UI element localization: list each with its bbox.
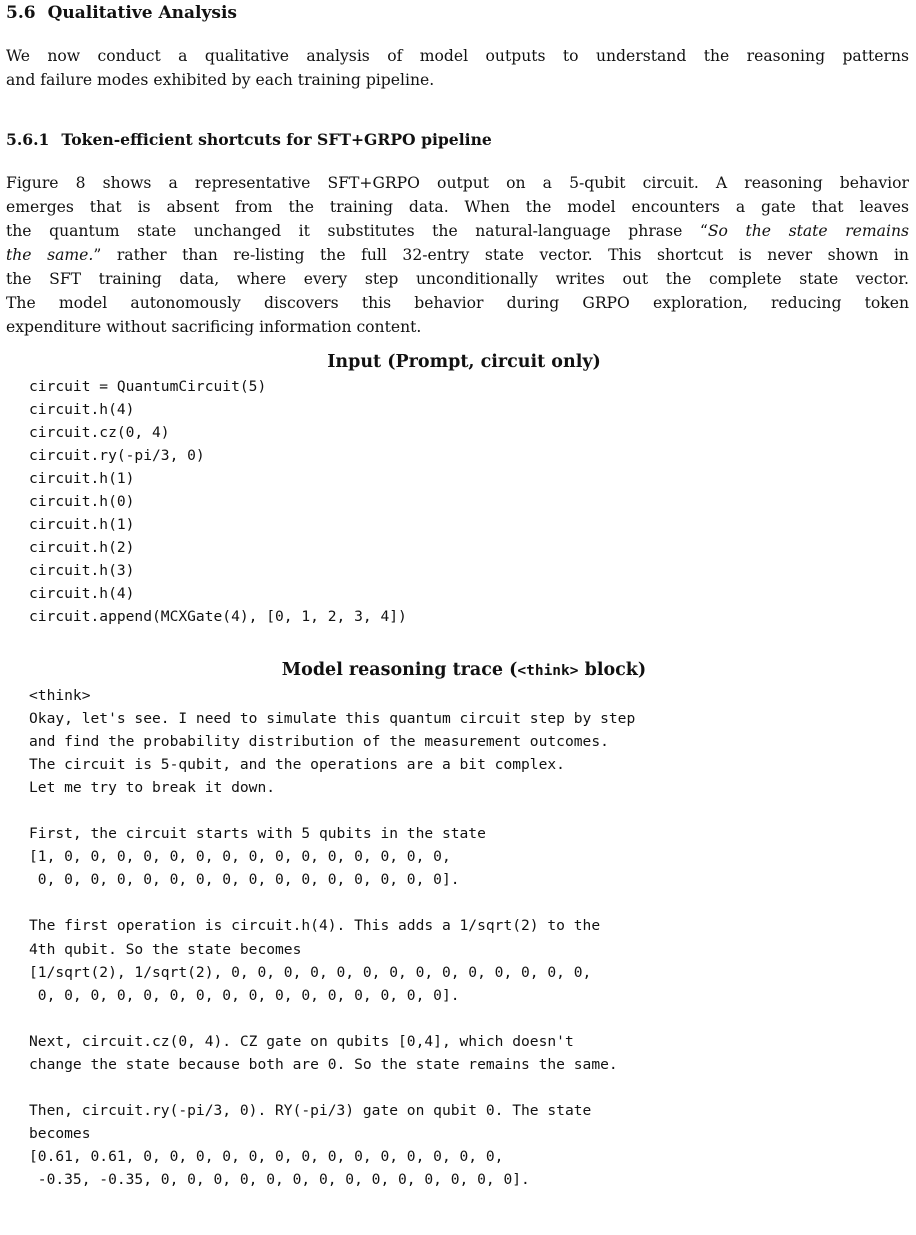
body-line bbox=[6, 243, 909, 267]
subsection-heading bbox=[6, 130, 492, 149]
code-line: circuit.ry(-pi/3, 0) bbox=[29, 447, 205, 465]
code-line bbox=[29, 891, 635, 914]
subsection-title: Token-efficient shortcuts for SFT+GRPO pipeline bbox=[61, 130, 492, 149]
quoted-phrase: the same. bbox=[6, 246, 94, 264]
trace-title-text: Model reasoning trace ( bbox=[281, 660, 518, 680]
code-line bbox=[29, 1076, 635, 1099]
code-line: [0.61, 0.61, 0, 0, 0, 0, 0, 0, 0, 0, 0, 0, 0, 0, 0, 0, bbox=[29, 1147, 504, 1165]
code-line: -0.35, -0.35, 0, 0, 0, 0, 0, 0, 0, 0, 0, 0, 0, 0, 0, 0]. bbox=[29, 1170, 530, 1188]
body-paragraph bbox=[6, 171, 909, 339]
think-tag: <think> bbox=[517, 663, 579, 679]
code-line: circuit.cz(0, 4) bbox=[29, 424, 170, 442]
code-line bbox=[29, 799, 635, 822]
section-heading bbox=[6, 3, 237, 23]
code-line: circuit.h(3) bbox=[29, 562, 135, 580]
code-line: First, the circuit starts with 5 qubits in the state bbox=[29, 825, 486, 843]
reasoning-trace-block bbox=[29, 684, 635, 1191]
code-line: 0, 0, 0, 0, 0, 0, 0, 0, 0, 0, 0, 0, 0, 0, 0, 0]. bbox=[29, 986, 460, 1004]
code-line: Okay, let's see. I need to simulate this quantum circuit step by step bbox=[29, 710, 636, 728]
code-line bbox=[29, 1007, 635, 1030]
code-line: circuit.h(1) bbox=[29, 516, 135, 534]
body-text: the quantum state unchanged it substitutes the natural-language phrase “ bbox=[6, 222, 708, 240]
code-line: change the state because both are 0. So the state remains the same. bbox=[29, 1055, 618, 1073]
code-line: [1/sqrt(2), 1/sqrt(2), 0, 0, 0, 0, 0, 0, 0, 0, 0, 0, 0, 0, 0, 0, bbox=[29, 963, 592, 981]
body-text: ” rather than re-listing the full 32-entry state vector. This shortcut is never shown in bbox=[93, 246, 909, 264]
code-line: The first operation is circuit.h(4). This adds a 1/sqrt(2) to the bbox=[29, 917, 601, 935]
body-line bbox=[6, 219, 909, 243]
code-line: The circuit is 5-qubit, and the operations are a bit complex. bbox=[29, 756, 565, 774]
body-line: emerges that is absent from the training data. When the model encounters a gate that leaves bbox=[6, 198, 909, 216]
code-line: circuit.h(2) bbox=[29, 539, 135, 557]
code-line: circuit.h(4) bbox=[29, 401, 135, 419]
trace-title-text: block) bbox=[578, 660, 647, 680]
code-line: Then, circuit.ry(-pi/3, 0). RY(-pi/3) gate on qubit 0. The state bbox=[29, 1101, 592, 1119]
body-line: Figure 8 shows a representative SFT+GRPO output on a 5-qubit circuit. A reasoning behavior bbox=[6, 174, 909, 192]
intro-paragraph bbox=[6, 44, 909, 92]
code-line: circuit.h(4) bbox=[29, 585, 135, 603]
code-line: becomes bbox=[29, 1124, 91, 1142]
code-line: 0, 0, 0, 0, 0, 0, 0, 0, 0, 0, 0, 0, 0, 0, 0, 0]. bbox=[29, 871, 460, 889]
input-block-title: Input (Prompt, circuit only) bbox=[327, 352, 601, 372]
code-line: Next, circuit.cz(0, 4). CZ gate on qubits [0,4], which doesn't bbox=[29, 1032, 574, 1050]
code-line: circuit = QuantumCircuit(5) bbox=[29, 378, 267, 395]
quoted-phrase: So the state remains bbox=[707, 222, 909, 240]
intro-line: and failure modes exhibited by each training pipeline. bbox=[6, 71, 435, 89]
code-line: circuit.h(1) bbox=[29, 470, 135, 488]
subsection-number: 5.6.1 bbox=[6, 130, 50, 149]
code-line: circuit.h(0) bbox=[29, 493, 135, 511]
section-number: 5.6 bbox=[6, 3, 36, 23]
code-line: [1, 0, 0, 0, 0, 0, 0, 0, 0, 0, 0, 0, 0, 0, 0, 0, bbox=[29, 848, 451, 866]
section-title: Qualitative Analysis bbox=[47, 3, 237, 23]
body-line: the SFT training data, where every step unconditionally writes out the complete state vector. bbox=[6, 270, 909, 288]
body-line: The model autonomously discovers this behavior during GRPO exploration, reducing token bbox=[6, 294, 909, 312]
trace-block-title bbox=[6, 660, 916, 680]
body-line: expenditure without sacrificing information content. bbox=[6, 318, 422, 336]
code-line: <think> bbox=[29, 687, 91, 704]
input-code-block bbox=[29, 375, 407, 629]
intro-line: We now conduct a qualitative analysis of model outputs to understand the reasoning patterns bbox=[6, 47, 909, 65]
code-line: circuit.append(MCXGate(4), [0, 1, 2, 3, 4]) bbox=[29, 608, 407, 626]
code-line: 4th qubit. So the state becomes bbox=[29, 940, 302, 958]
code-line: Let me try to break it down. bbox=[29, 779, 276, 797]
code-line: and find the probability distribution of the measurement outcomes. bbox=[29, 733, 609, 751]
